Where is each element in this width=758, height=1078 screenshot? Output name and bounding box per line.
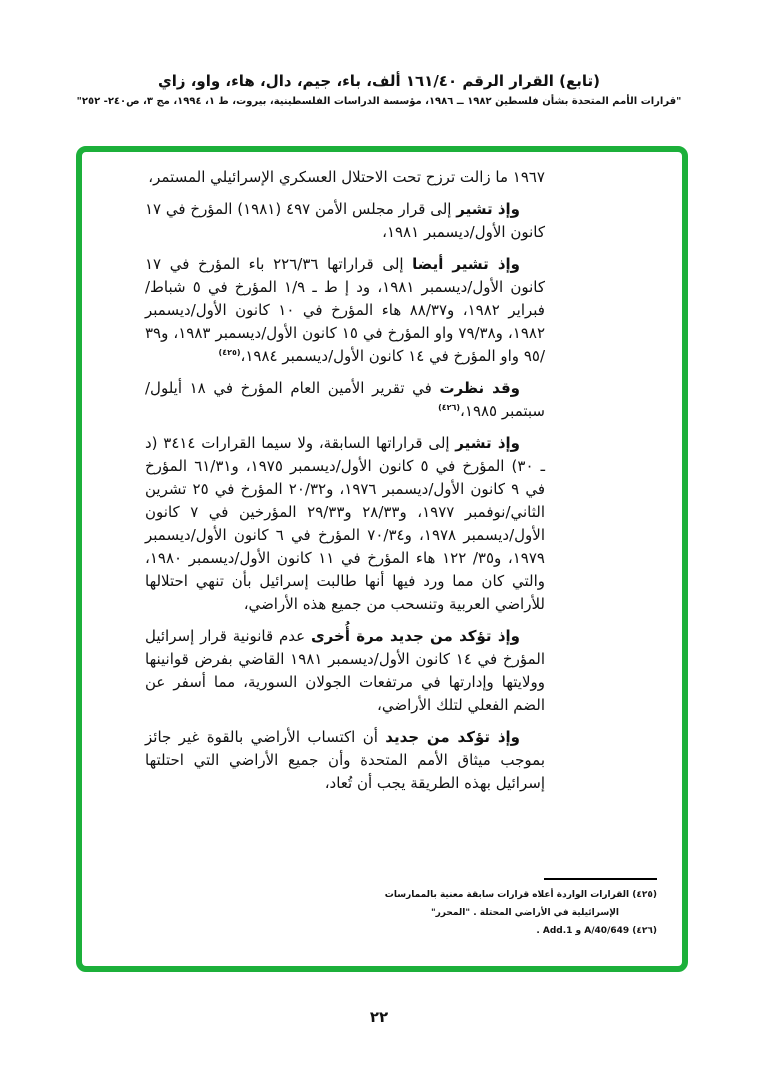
footnote-separator — [544, 878, 657, 880]
footnote-426: (٤٢٦) A/40/649 و Add.1 . — [536, 926, 657, 936]
paragraph-text: أن اكتساب الأراضي بالقوة غير جائز بموجب ميثاق الأمم المتحدة وأن جميع الأراضي التي احتلتها إسرائيل بهذه الطريقة يجب أن تُعاد، — [145, 728, 545, 792]
paragraph — [145, 625, 545, 717]
paragraph-text: إلى قرار مجلس الأمن ٤٩٧ (١٩٨١) المؤرخ في ١٧ كانون الأول/ديسمبر ١٩٨١، — [145, 200, 545, 241]
paragraph — [145, 198, 545, 244]
page-title: (تابع) القرار الرقم ١٦١/٤٠ ألف، باء، جيم، دال، هاء، واو، زاي — [157, 72, 601, 90]
paragraph-lead: وقد نظرت — [439, 379, 520, 397]
footnote-ref-426: (٤٢٦) — [438, 403, 461, 412]
paragraph-continuation — [145, 166, 545, 189]
footnote-425-continued: الإسرائيلية في الأراضي المحتلة . "المحرر" — [430, 908, 619, 918]
source-citation: "قرارات الأمم المتحدة بشأن فلسطين ١٩٨٢ ــ ١٩٨٦، مؤسسة الدراسات الفلسطينية، بيروت، ط ١، ١٩٩٤، مج ٣، ص٢٤٠- ٢٥٢" — [76, 96, 682, 107]
footnote-425: (٤٢٥) القرارات الواردة أعلاه قرارات سابقة معنية بالممارسات — [384, 890, 657, 900]
paragraph-lead: وإذ تؤكد من جديد — [385, 728, 520, 746]
paragraph — [145, 377, 545, 423]
paragraph-text: إلى قراراتها ٢٢٦/٣٦ باء المؤرخ في ١٧ كانون الأول/ديسمبر ١٩٨١، ود إ ط ـ ١/٩ المؤرخ في ٥ شباط/فبراير ١٩٨٢، و٨٨/٣٧ هاء المؤرخ في ١٠ كانون الأول/ديسمبر ١٩٨٢، و٧٩/٣٨ واو المؤرخ في ١٥ كانون الأول/ديسمبر ١٩٨٣، و٣٩ /٩٥ واو المؤرخ في ١٤ كانون الأول/ديسمبر ١٩٨٤، — [145, 255, 546, 365]
content-border-box — [76, 146, 688, 972]
paragraph-text: إلى قراراتها السابقة، ولا سيما القرارات ٣٤١٤ (د ـ ٣٠) المؤرخ في ٥ كانون الأول/ديسمبر ١٩٧٥، و٦١/٣١ المؤرخ في ٩ كانون الأول/ديسمبر ١٩٧٦، و٢٠/٣٢ المؤرخ في ٢٥ تشرين الثاني/نوفمبر ١٩٧٧، و٢٨/٣٣ و٢٩/٣٣ المؤرخين في ٧ كانون الأول/ديسمبر ١٩٧٨، و٧٠/٣٤ المؤرخ في ٦ كانون الأول/ديسمبر ١٩٧٩، و٣٥/ ١٢٢ هاء المؤرخ في ١١ كانون الأول/ديسمبر ١٩٨٠، والتي كان مما ورد فيها أنها طالبت إسرائيل بأن تنهي احتلالها للأراضي العربية وتنسحب من جميع هذه الأراضي، — [145, 434, 546, 613]
paragraph — [145, 253, 545, 368]
page-header — [0, 0, 758, 107]
footnote-ref-425: (٤٢٥) — [218, 348, 241, 357]
paragraph-lead: وإذ تشير — [456, 200, 520, 218]
paragraph-lead: وإذ تشير — [455, 434, 520, 452]
paragraph-lead: وإذ تشير أيضا — [412, 255, 520, 273]
paragraph-text: في تقرير الأمين العام المؤرخ في ١٨ أيلول/سبتمبر ١٩٨٥، — [145, 379, 545, 420]
paragraph-text: عدم قانونية قرار إسرائيل المؤرخ في ١٤ كانون الأول/ديسمبر ١٩٨١ القاضي بفرض قوانينها وولايتها وإدارتها في مرتفعات الجولان السورية، مما أسفر عن الضم الفعلي لتلك الأراضي، — [145, 627, 546, 714]
resolution-body — [145, 166, 545, 795]
paragraph-text: ١٩٦٧ ما زالت ترزح تحت الاحتلال العسكري الإسرائيلي المستمر، — [148, 168, 545, 186]
footnotes-block — [384, 878, 657, 940]
paragraph — [145, 726, 545, 795]
paragraph-lead: وإذ تؤكد من جديد مرة أُخرى — [310, 627, 520, 645]
paragraph — [145, 432, 545, 616]
page-number: ٢٢ — [369, 1008, 389, 1026]
